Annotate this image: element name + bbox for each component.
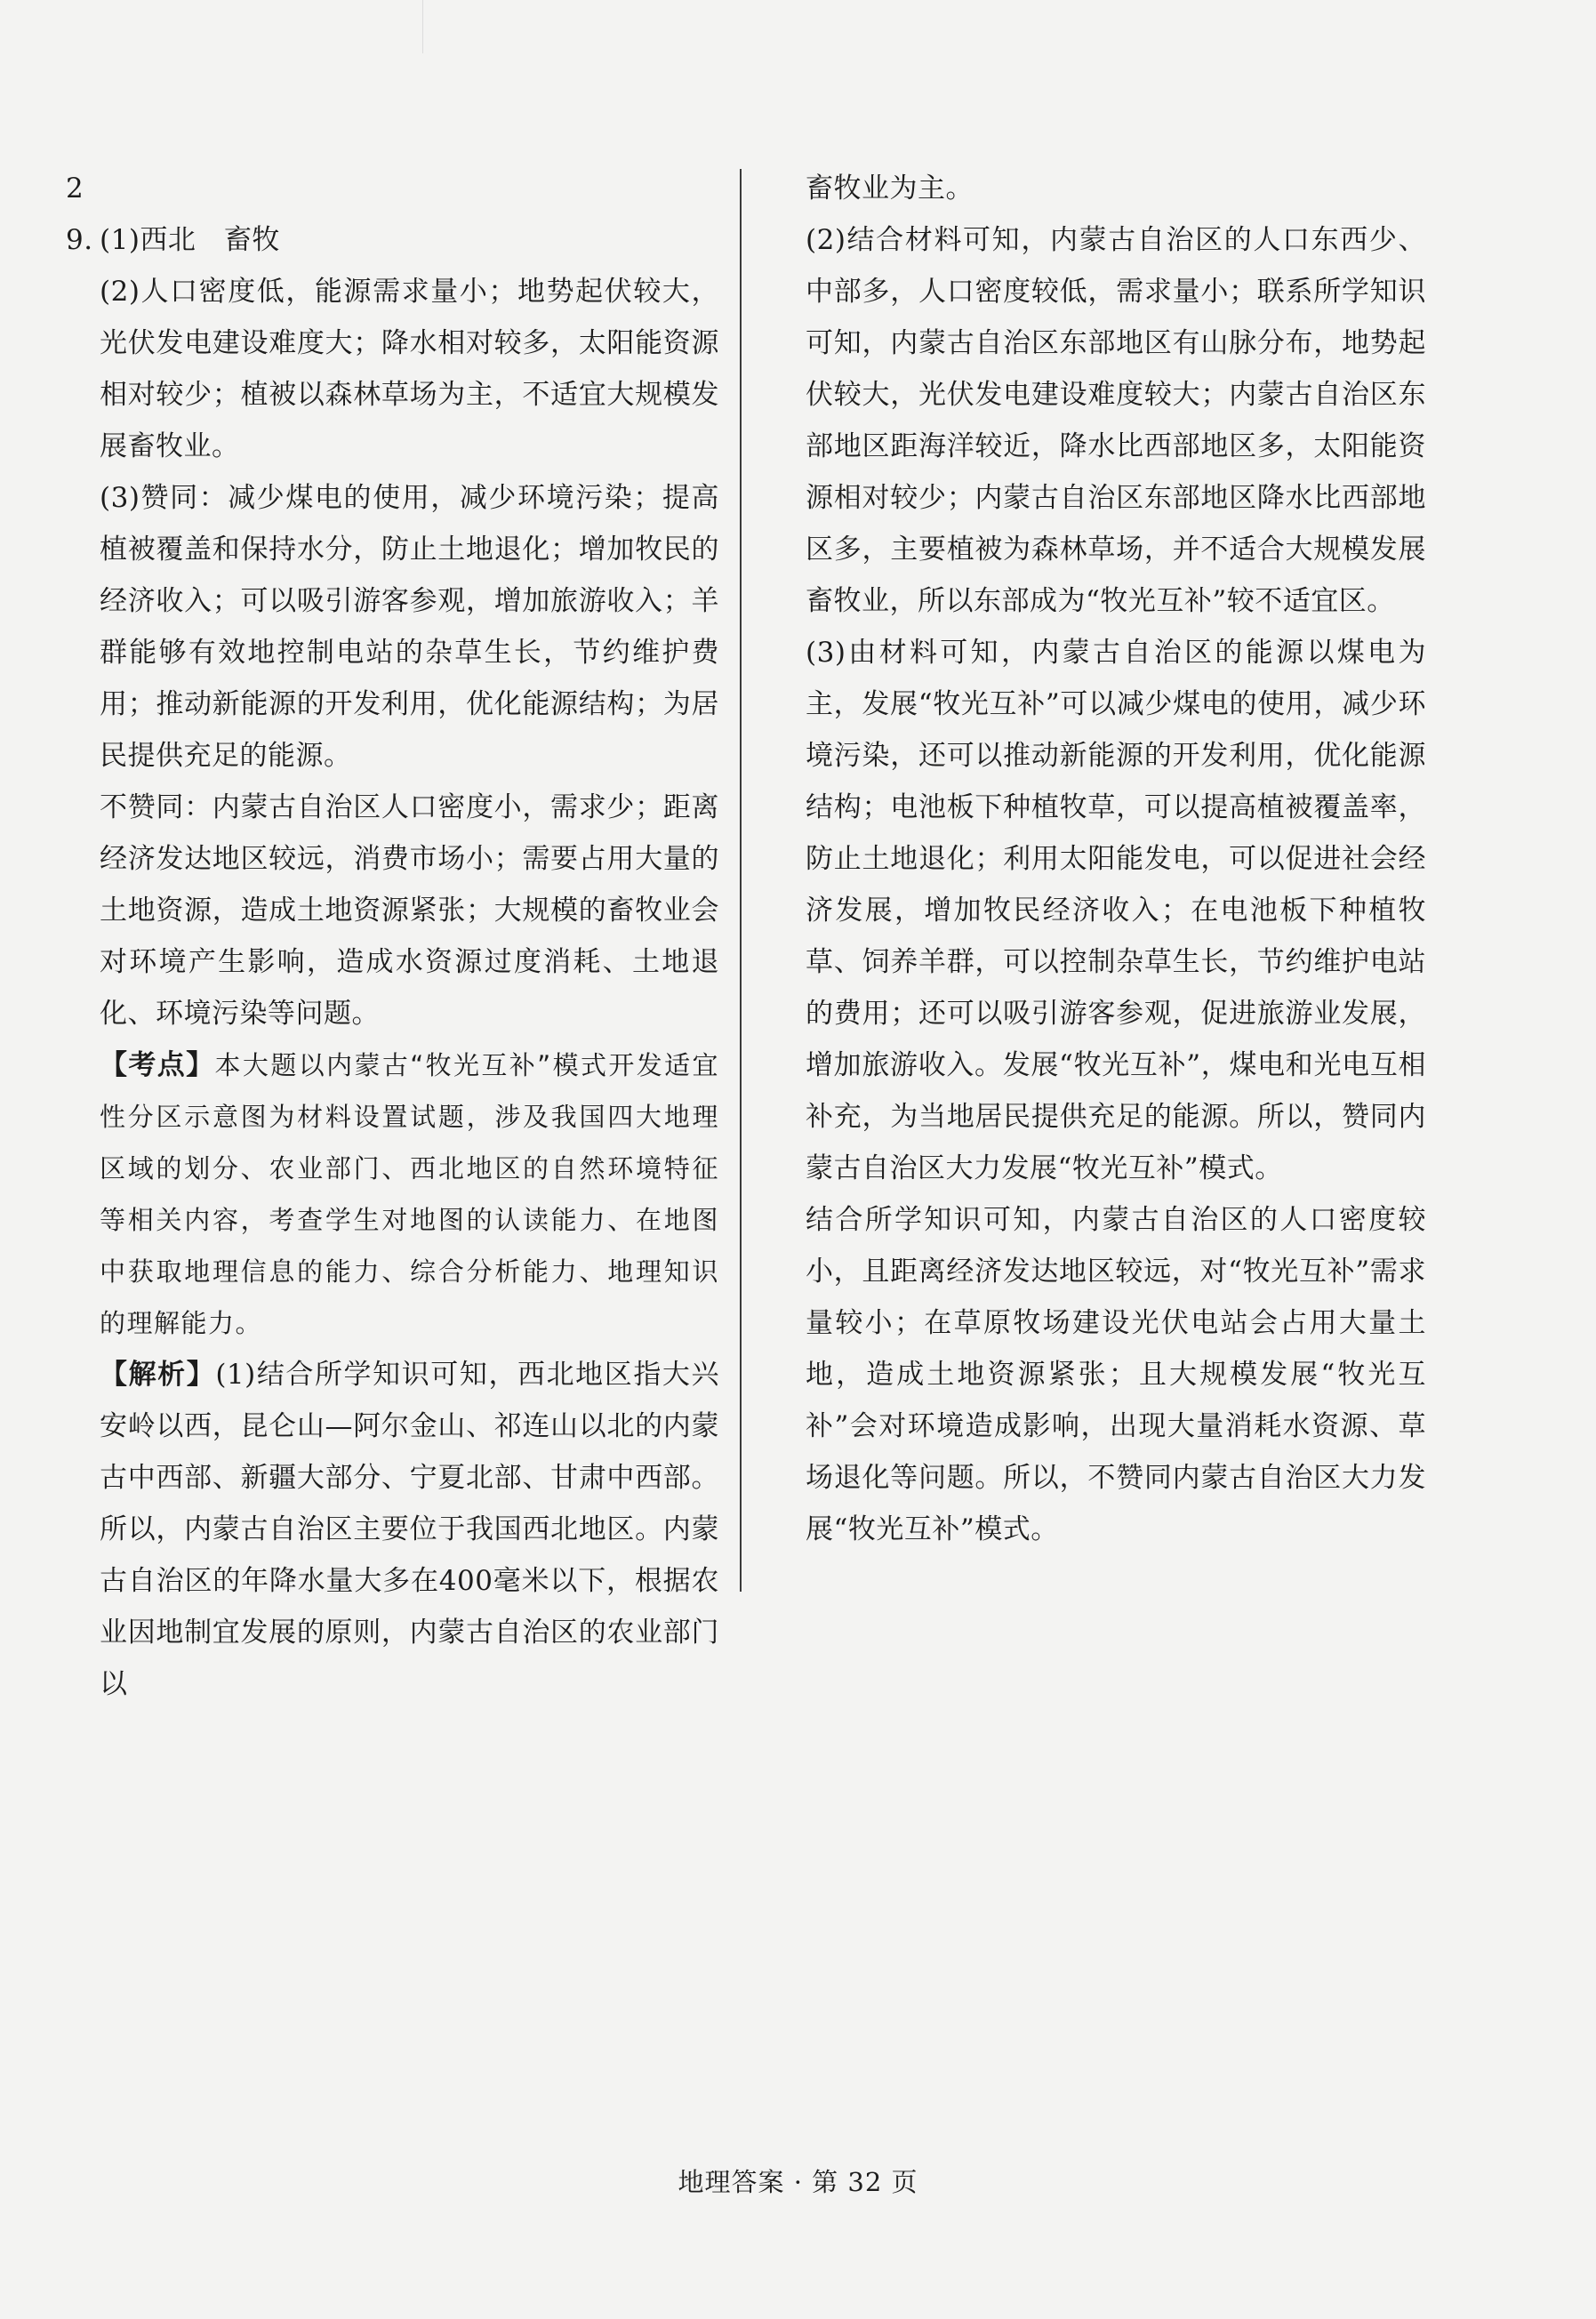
page-footer: 地理答案 · 第 32 页 (678, 2167, 918, 2197)
jiexi-part1-text: (1)结合所学知识可知，西北地区指大兴安岭以西，昆仑山—阿尔金山、祁连山以北的内蒙古中西部、新疆大部分、宁夏北部、甘肃中西部。所以，内蒙古自治区主要位于我国西北地区。内蒙古自治区的年降水量大多在400毫米以下，根据农业因地制宜发展的原则，内蒙古自治区的农业部门以 (100, 1359, 720, 1700)
jiexi-part2: (2)结合材料可知，内蒙古自治区的人口东西少、中部多，人口密度较低，需求量小；联系所学知识可知，内蒙古自治区东部地区有山脉分布，地势起伏较大，光伏发电建设难度较大；内蒙古自治区东部地区距海洋较近，降水比西部地区多，太阳能资源相对较少；内蒙古自治区东部地区降水比西部地区多，主要植被为森林草场，并不适合大规模发展畜牧业，所以东部成为“牧光互补”较不适宜区。 (806, 224, 1426, 617)
jiexi-part3-disagree: 结合所学知识可知，内蒙古自治区的人口密度较小，且距离经济发达地区较远，对“牧光互补”需求量较小；在草原牧场建设光伏电站会占用大量土地，造成土地资源紧张；且大规模发展“牧光互补”会对环境造成影响，出现大量消耗水资源、草场退化等问题。所以，不赞同内蒙古自治区大力发展“牧光互补”模式。 (806, 1204, 1426, 1545)
jiexi-tag: 【解析】 (100, 1359, 216, 1391)
left-column (66, 163, 719, 1710)
right-column (806, 163, 1426, 1555)
kaodian-section (66, 1039, 719, 1349)
jiexi-section (66, 1349, 719, 1710)
column-divider (740, 169, 742, 1592)
answer-29-part3-agree: (3)赞同：减少煤电的使用，减少环境污染；提高植被覆盖和保持水分，防止土地退化；增加牧民的经济收入；可以吸引游客参观，增加旅游收入；羊群能够有效地控制电站的杂草生长，节约维护费用；推动新能源的开发利用，优化能源结构；为居民提供充足的能源。 (100, 482, 719, 772)
jiexi-part1-continuation: 畜牧业为主。 (806, 173, 974, 205)
answer-29-part3-disagree: 不赞同：内蒙古自治区人口密度小，需求少；距离经济发达地区较远，消费市场小；需要占用大量的土地资源，造成土地资源紧张；大规模的畜牧业会对环境产生影响，造成水资源过度消耗、土地退化、环境污染等问题。 (100, 791, 719, 1030)
answer-29-part1 (66, 163, 719, 266)
kaodian-tag: 【考点】 (100, 1049, 215, 1081)
kaodian-text: 本大题以内蒙古“牧光互补”模式开发适宜性分区示意图为材料设置试题，涉及我国四大地理区域的划分、农业部门、西北地区的自然环境特征等相关内容，考查学生对地图的认读能力、在地图中获取地理信息的能力、综合分析能力、地理知识的理解能力。 (100, 1050, 719, 1338)
paper-crease-mark (422, 0, 423, 53)
answer-29-part2: (2)人口密度低，能源需求量小；地势起伏较大，光伏发电建设难度大；降水相对较多，太阳能资源相对较少；植被以森林草场为主，不适宜大规模发展畜牧业。 (100, 276, 719, 462)
question-number: 29. (66, 173, 93, 256)
answer-part1-text: (1)西北 畜牧 (100, 224, 280, 256)
jiexi-part3-agree: (3)由材料可知，内蒙古自治区的能源以煤电为主，发展“牧光互补”可以减少煤电的使用，减少环境污染，还可以推动新能源的开发利用，优化能源结构；电池板下种植牧草，可以提高植被覆盖率，防止土地退化；利用太阳能发电，可以促进社会经济发展，增加牧民经济收入；在电池板下种植牧草、饲养羊群，可以控制杂草生长，节约维护电站的费用；还可以吸引游客参观，促进旅游业发展，增加旅游收入。发展“牧光互补”，煤电和光电互相补充，为当地居民提供充足的能源。所以，赞同内蒙古自治区大力发展“牧光互补”模式。 (806, 637, 1426, 1184)
